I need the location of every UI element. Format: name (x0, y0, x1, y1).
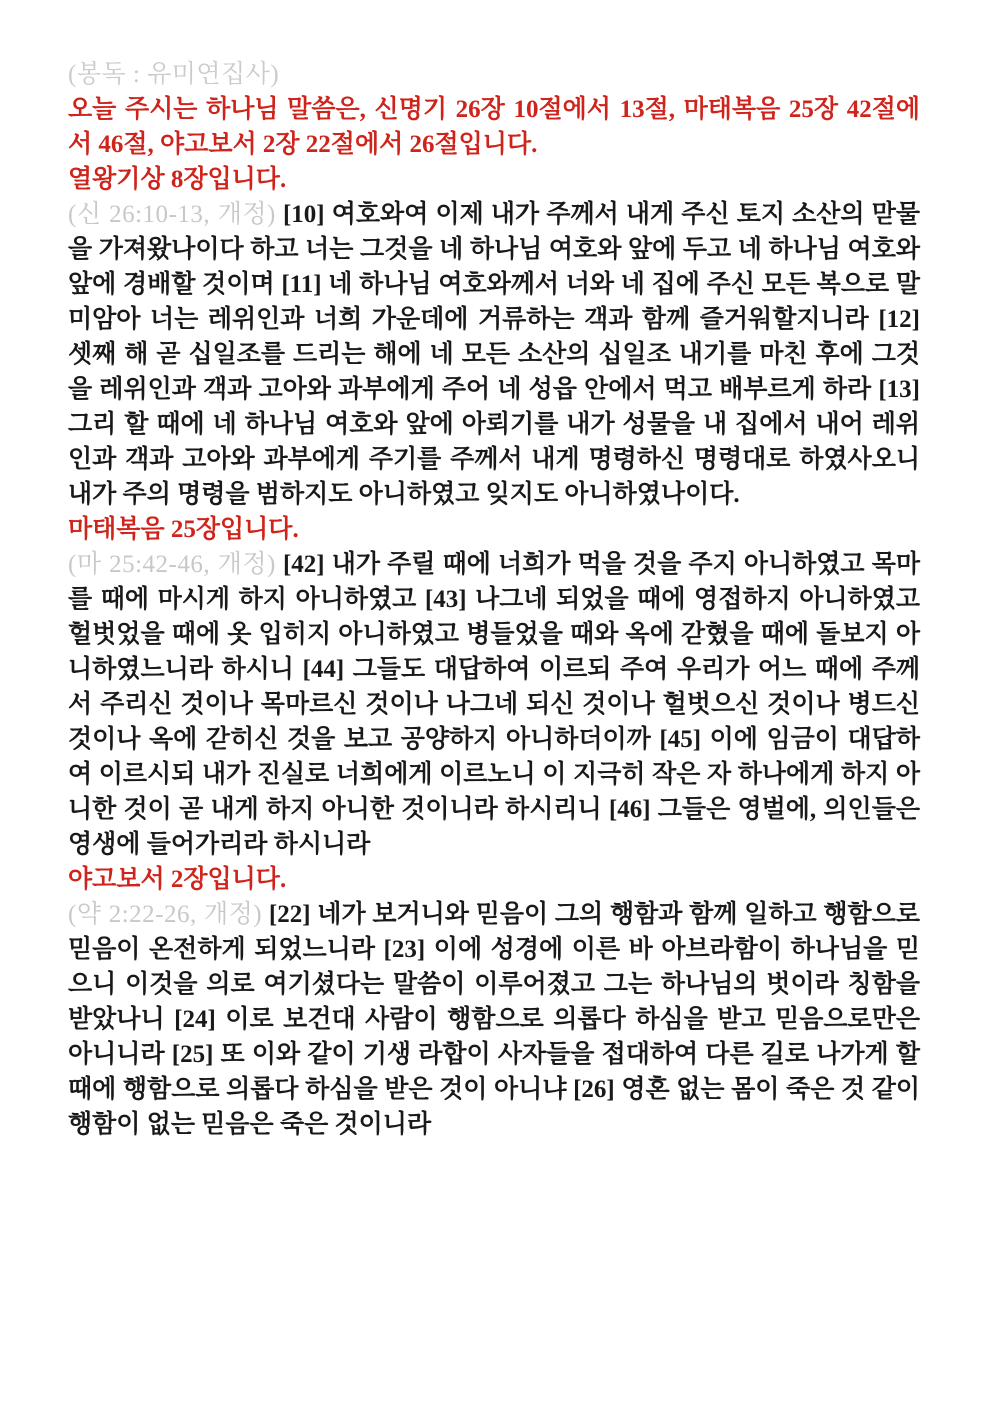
scripture-text-matthew: [42] 내가 주릴 때에 너희가 먹을 것을 주지 아니하였고 목마를 때에 마시게 하지 아니하였고 [43] 나그네 되었을 때에 영접하지 아니하였고 헐벗었을 때에 옷 입히지 아니하였고 병들었을 때와 옥에 갇혔을 때에 돌보지 아니하였느니라 하시니 [44] 그들도 대답하여 이르되 주여 우리가 어느 때에 주께서 주리신 것이나 목마르신 것이나 나그네 되신 것이나 헐벗으신 것이나 병드신 것이나 옥에 갇히신 것을 보고 공양하지 아니하더이까 [45] 이에 임금이 대답하여 이르시되 내가 진실로 너희에게 이르노니 이 지극히 작은 자 하나에게 하지 아니한 것이 곧 내게 하지 아니한 것이니라 하시리니 [46] 그들은 영벌에, 의인들은 영생에 들어가리라 하시니라 (68, 551, 921, 858)
section-matthew (68, 512, 920, 862)
section-kings (68, 162, 920, 512)
scripture-reference-james: (약 2:22-26, 개정) (68, 901, 263, 928)
section-heading-kings: 열왕기상 8장입니다. (68, 166, 287, 193)
section-james (68, 862, 920, 1142)
section-heading-james: 야고보서 2장입니다. (68, 866, 287, 893)
scripture-intro: 오늘 주시는 하나님 말씀은, 신명기 26장 10절에서 13절, 마태복음 25장 42절에서 46절, 야고보서 2장 22절에서 26절입니다. (68, 96, 920, 158)
scripture-paragraph (68, 547, 920, 862)
scripture-text-james: [22] 네가 보거니와 믿음이 그의 행함과 함께 일하고 행함으로 믿음이 온전하게 되었느니라 [23] 이에 성경에 이른 바 아브라함이 하나님을 믿으니 이것을 의로 여기셨다는 말씀이 이루어졌고 그는 하나님의 벗이라 칭함을 받았나니 [24] 이로 보건대 사람이 행함으로 의롭다 하심을 받고 믿음으로만은 아니니라 [25] 또 이와 같이 기생 라합이 사자들을 접대하여 다른 길로 나가게 할 때에 행함으로 의롭다 하심을 받은 것이 아니냐 [26] 영혼 없는 몸이 죽은 것 같이 행함이 없는 믿음은 죽은 것이니라 (68, 901, 921, 1138)
scripture-paragraph (68, 897, 920, 1142)
reader-note: (봉독 : 유미연집사) (68, 61, 280, 88)
scripture-reference-matthew: (마 25:42-46, 개정) (68, 551, 276, 578)
scripture-reference-deut: (신 26:10-13, 개정) (68, 201, 276, 228)
section-heading-matthew: 마태복음 25장입니다. (68, 516, 299, 543)
scripture-paragraph (68, 197, 920, 512)
scripture-text-deut: [10] 여호와여 이제 내가 주께서 내게 주신 토지 소산의 맏물을 가져왔나이다 하고 너는 그것을 네 하나님 여호와 앞에 두고 네 하나님 여호와 앞에 경배할 것이며 [11] 네 하나님 여호와께서 너와 네 집에 주신 모든 복으로 말미암아 너는 레위인과 너희 가운데에 거류하는 객과 함께 즐거워할지니라 [12] 셋째 해 곧 십일조를 드리는 해에 네 모든 소산의 십일조 내기를 마친 후에 그것을 레위인과 객과 고아와 과부에게 주어 네 성읍 안에서 먹고 배부르게 하라 [13] 그리 할 때에 네 하나님 여호와 앞에 아뢰기를 내가 성물을 내 집에서 내어 레위인과 객과 고아와 과부에게 주기를 주께서 내게 명령하신 명령대로 하였사오니 내가 주의 명령을 범하지도 아니하였고 잊지도 아니하였나이다. (68, 201, 921, 508)
